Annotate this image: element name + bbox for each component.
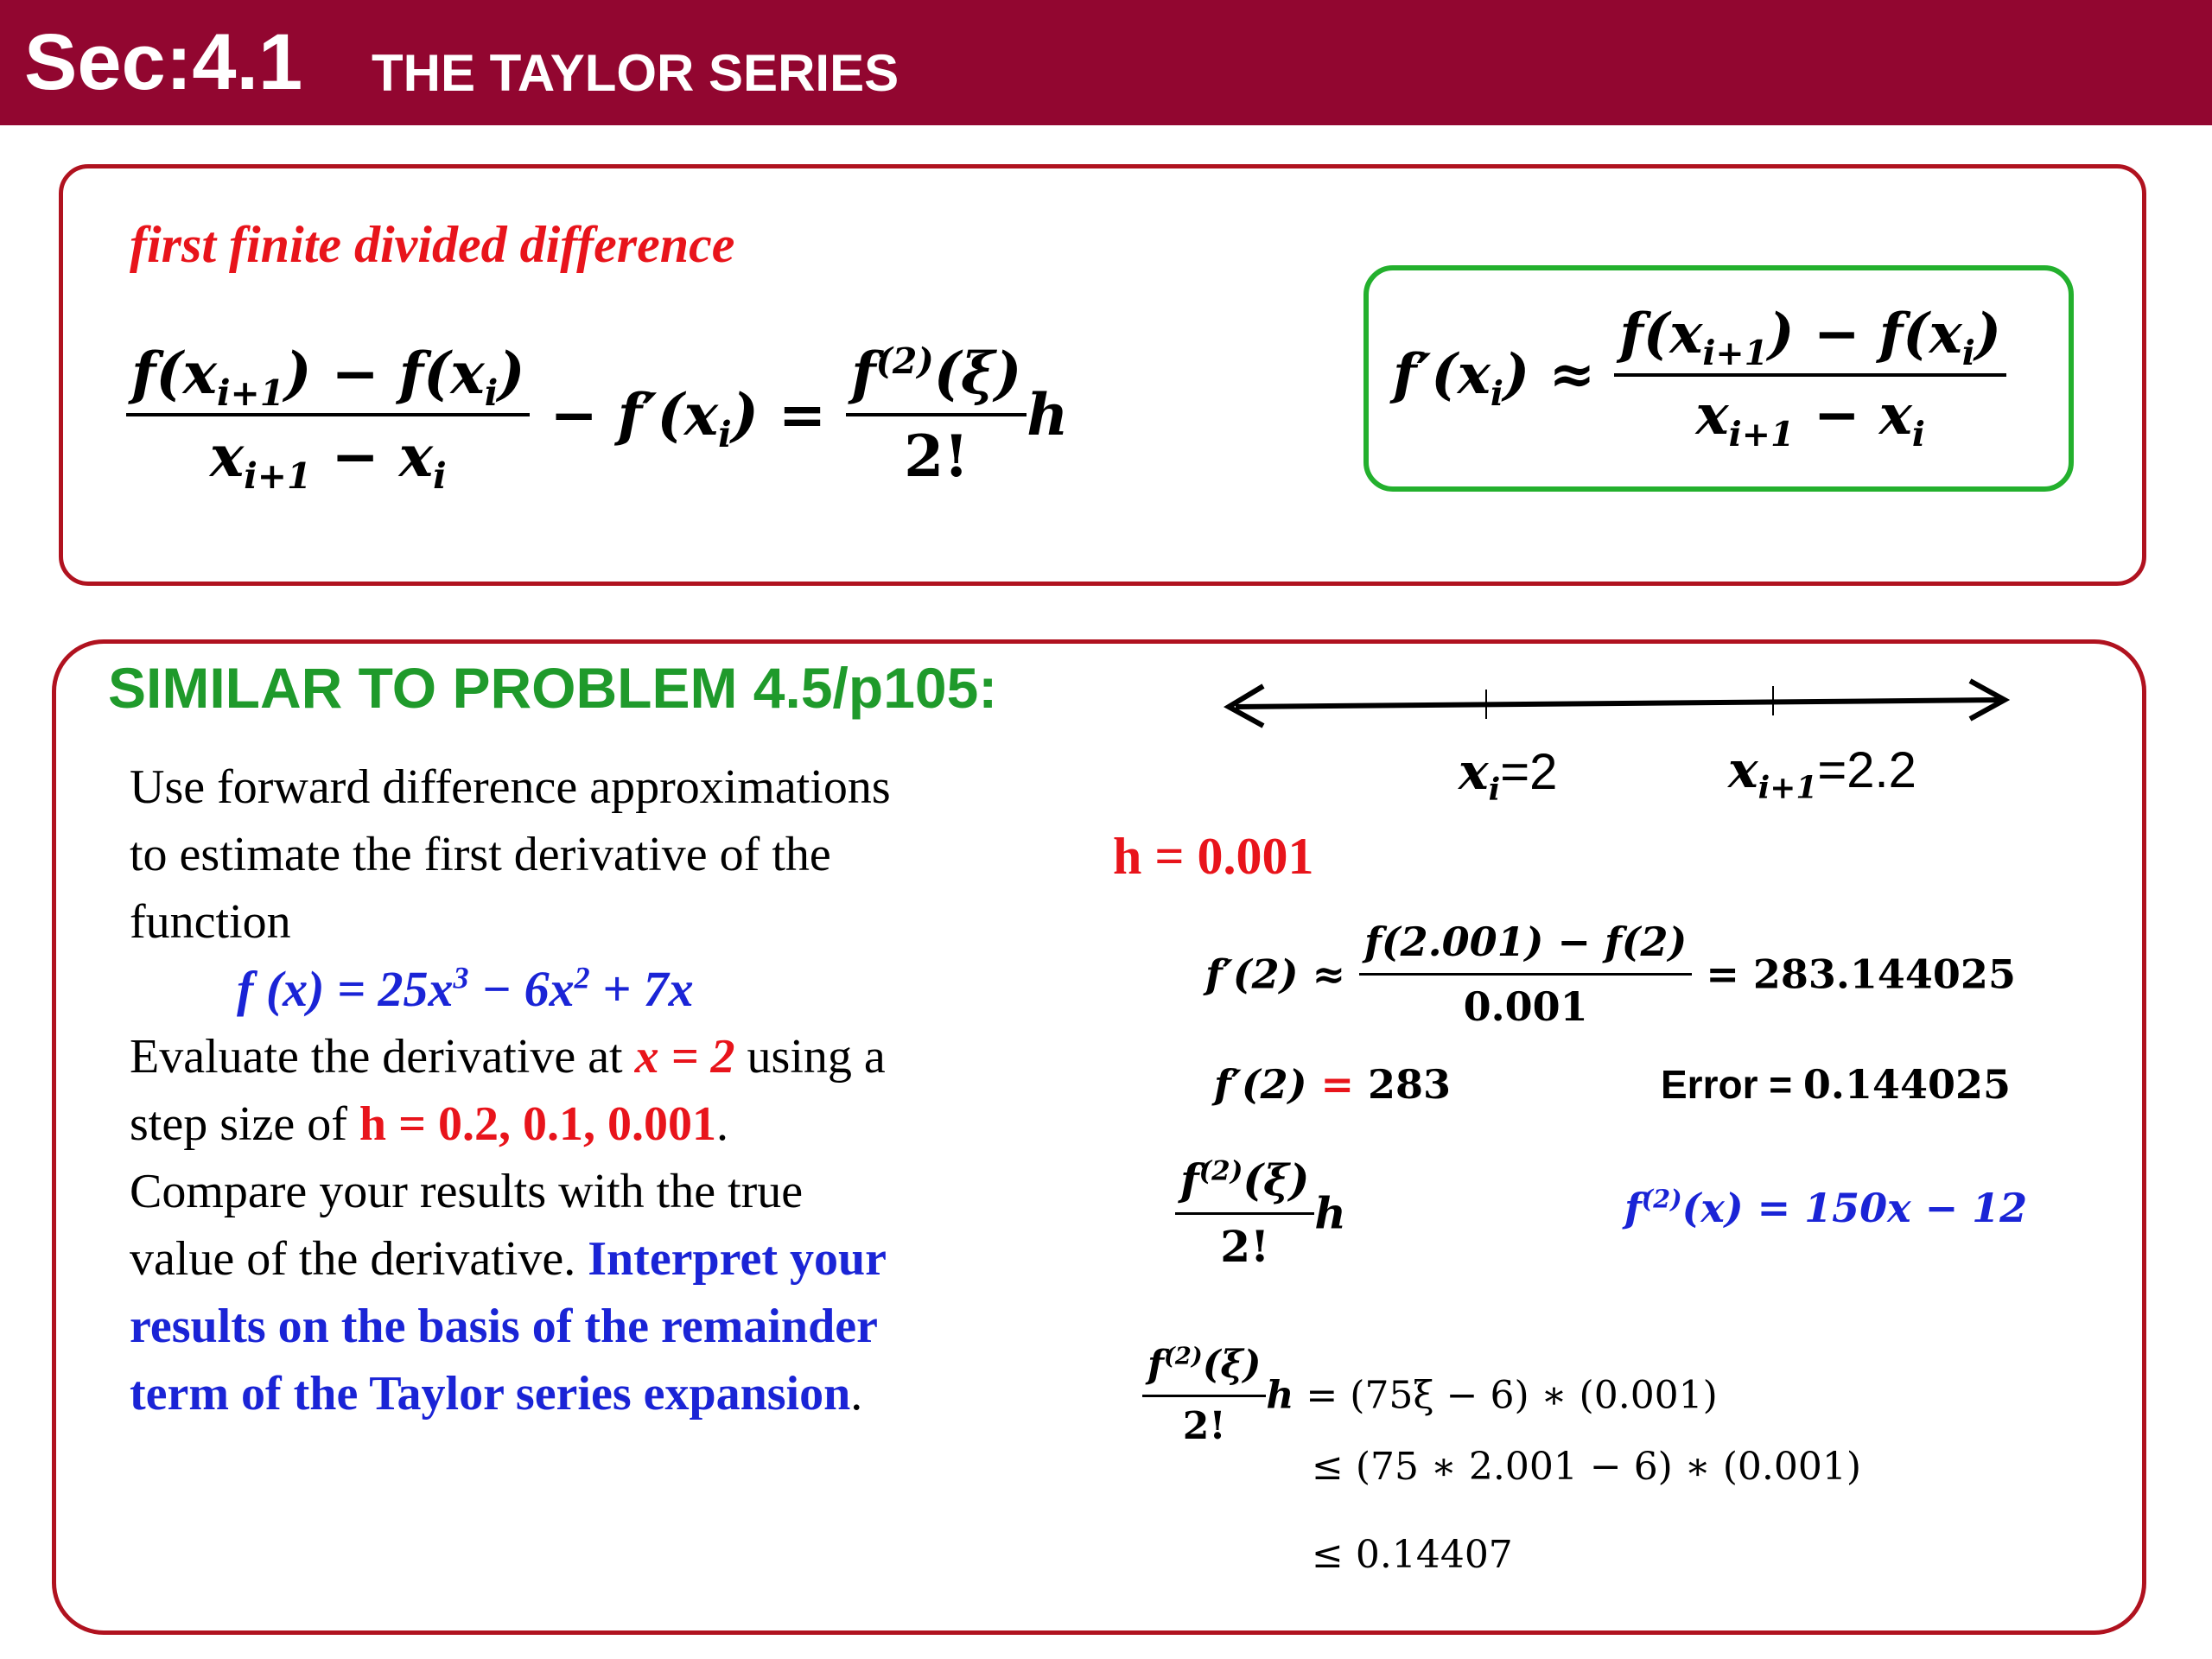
approximation-fraction: $\frac{f(x_{i+1}) - f(x_i)}{x_{i+1} - x_i}$ — [1614, 301, 2006, 449]
step-size: h = 0.001 — [1113, 828, 1314, 885]
xi-label: $x_i=2$ — [1459, 742, 1558, 808]
problem-line: Use forward difference approximations — [130, 760, 891, 814]
function-definition: f $(x) = 25x^3 - 6x^2 + 7x$ — [237, 960, 694, 1017]
error-bound-line: ≤ 0.14407 — [1312, 1533, 1513, 1577]
error-bound-fraction: $\frac{f^{(2)}(\xi)}{2!}$ — [1142, 1341, 1266, 1451]
finite-difference-equation: $\frac{f(x_{i+1}) - f(x_i)}{x_{i+1} - x_i}$ − $f'(x_i)$ = $\frac{f^{(2)}(\xi)}{2!}$ h — [126, 339, 1068, 491]
remainder-fraction: $\frac{f^{(2)}(\xi)}{2!}$ — [846, 339, 1027, 491]
problem-line: function — [130, 895, 291, 949]
remainder-term-fraction: $\frac{f^{(2)}(\xi)}{2!}$ — [1175, 1154, 1314, 1274]
problem-line: term of the Taylor series expansion. — [130, 1367, 863, 1421]
definition-heading: first finite divided difference — [130, 216, 735, 273]
problem-line: to estimate the first derivative of the — [130, 828, 831, 881]
problem-line: step size of h = 0.2, 0.1, 0.001. — [130, 1097, 728, 1151]
difference-quotient: $\frac{f(x_{i+1}) - f(x_i)}{x_{i+1} - x_i}$ — [126, 339, 530, 491]
problem-line: value of the derivative. Interpret your — [130, 1232, 887, 1286]
error-bound-line: ≤ (75 ∗ 2.001 − 6) ∗ (0.001) — [1312, 1445, 1862, 1489]
problem-line: results on the basis of the remainder — [130, 1300, 878, 1353]
forward-difference-result: f′(2) ≈ $\frac{f(2.001) - f(2)}{0.001}$ = 283.144025 — [1205, 916, 2016, 1033]
second-derivative: $f^{(2)}(x) = 150x - 12$ — [1624, 1184, 2028, 1231]
section-title: THE TAYLOR SERIES — [372, 44, 899, 102]
forward-difference-fraction: $\frac{f(2.001) - f(2)}{0.001}$ — [1359, 916, 1692, 1033]
problem-heading: SIMILAR TO PROBLEM 4.5/p105: — [108, 656, 998, 720]
error-bound-derivation: $\frac{f^{(2)}(\xi)}{2!}$ h = (75ξ − 6) ∗ (0.001) — [1142, 1341, 1718, 1451]
problem-line: Evaluate the derivative at x = 2 using a — [130, 1030, 886, 1084]
approximation-formula: $f'(x_i)$ ≈ $\frac{f(x_{i+1}) - f(x_i)}{x_{i+1} - x_i}$ — [1393, 301, 2006, 449]
problem-statement — [130, 753, 891, 1427]
true-derivative: f′(2) = 283 — [1214, 1061, 1452, 1108]
section-label: Sec:4.1 — [24, 18, 303, 106]
remainder-term: $\frac{f^{(2)}(\xi)}{2!}$ h — [1175, 1154, 1346, 1274]
problem-line: Compare your results with the true — [130, 1165, 804, 1218]
error-value: Error = 0.144025 — [1661, 1061, 2011, 1108]
xi1-label: $x_{i+1}=2.2$ — [1728, 741, 1916, 806]
header-bar — [0, 0, 2212, 125]
